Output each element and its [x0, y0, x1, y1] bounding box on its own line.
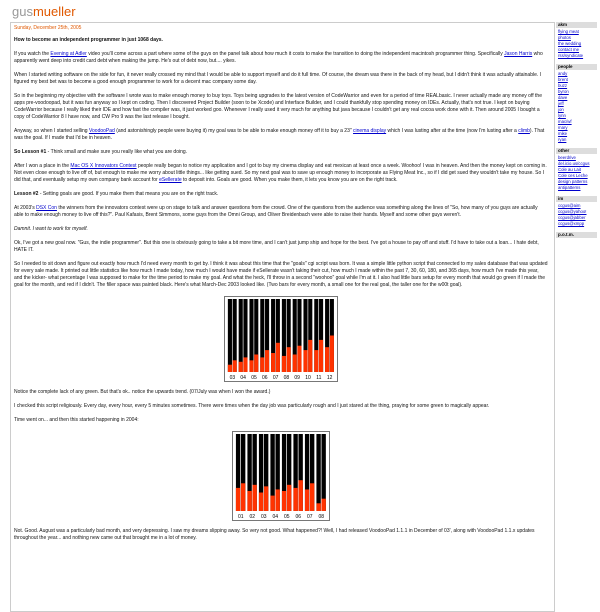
sidebar-link[interactable]: beerdrive: [558, 155, 576, 160]
bar: [305, 489, 309, 511]
bar: [249, 360, 253, 372]
main-content: [10, 22, 555, 612]
bar: [270, 496, 274, 511]
sidebar-link[interactable]: dave: [558, 95, 568, 100]
sidebar-link[interactable]: jon: [558, 107, 564, 112]
sidebar-link[interactable]: antipatterns: [558, 185, 581, 190]
sidebar-section-title: im: [556, 196, 597, 202]
sidebar-link[interactable]: brent: [558, 77, 568, 82]
bar: [264, 486, 268, 511]
sidebar: [556, 22, 597, 242]
paragraph: So in the beginning my objective with the software I wrote was to make enough money to buy toys. Toys being upgrades to the latest version of CodeWarrior and even for a period of time REALbasic. I never actually made any money off the apps pre-voodoopad, but it was fun anyway so I kept on coding. Then I discovered Project Builder (soon to be Xcode) and Interface Builder, and I could thankfully stop spending money on IDEs. Actually, that's not true. I kept on buying CodeWarrior because I really liked their IDE and how fast the compiler was, it just worked goo. Whenever I really used it very much for anything but java because I couldn't get any real cocoa work done with it. Then around 2005 I bought a copy of CodeWarrior 8 I have now, and CW Pro 9 was the last release I bought.: [14, 93, 542, 120]
bar: [276, 343, 280, 372]
site-title-second: mueller: [32, 4, 76, 19]
sidebar-link[interactable]: ccgus@aim: [558, 203, 581, 208]
bar: [287, 347, 291, 372]
post-title: How to become an independent programmer in just 1068 days.: [14, 37, 163, 43]
bar: [287, 485, 291, 511]
sidebar-link[interactable]: del.icio.us/ccgus: [558, 161, 590, 166]
sidebar-item: [558, 137, 595, 143]
bar-filler: [316, 434, 320, 511]
paragraph: If you watch the Evening at Adler video you'll come across a part where some of the guys on the panel talk about how much it costs to make the transition to doing the independent macintosh programmer thing. Specifically Jason Harris who apparently went deep into credit card debt when making the jump. He's out of debt now, but.... yikes.: [14, 51, 543, 64]
sidebar-section: [556, 232, 597, 238]
goals-chart-2003-svg: [225, 297, 337, 381]
tick-label: 05: [251, 375, 257, 381]
bar: [241, 483, 245, 511]
goals-chart-2004-svg: [233, 432, 329, 520]
sidebar-link[interactable]: mac/wf: [558, 119, 572, 124]
link-esellerate[interactable]: eSellerate: [159, 177, 182, 183]
paragraph: Ok, I've got a new goal now. "Gus, the indie programmer". But this one is obviously going to take a bit more time, and I can't just jump ship and hope for the best. I've got a house to pay off and stuff. I'd have to take out a loan... I hate debt, HATE IT.: [14, 240, 539, 253]
sidebar-section: [556, 148, 597, 192]
bar-filler: [228, 299, 232, 372]
bar: [325, 347, 329, 372]
bar: [297, 346, 301, 372]
bar: [260, 357, 264, 372]
sidebar-section-title: akm: [556, 22, 597, 28]
sidebar-link[interactable]: rss/syndicate: [558, 53, 584, 58]
sidebar-link[interactable]: the wedding: [558, 41, 582, 46]
sidebar-link[interactable]: Cole ces Leche: [558, 173, 588, 178]
paragraph: Not. Good. August was a particularly bad month, and very depressing. I saw my dreams slipping away. So very not good. What happened?! Well, I had released VoodooPad 1.1.1 in December of 03', along with VoodooPad 1.1.x updates throughout the year... and nothing new came out that brought me in a lot of money.: [14, 528, 535, 541]
bar: [239, 362, 243, 372]
sidebar-item: [558, 185, 595, 191]
bar: [275, 489, 279, 511]
sidebar-link[interactable]: ryan: [558, 137, 567, 142]
bar: [319, 340, 323, 372]
bar: [252, 485, 256, 511]
bar: [316, 503, 320, 511]
link-voodoopad[interactable]: VoodooPad: [88, 128, 115, 134]
site-title-first: gus: [12, 4, 33, 19]
tick-label: 03: [260, 514, 267, 520]
bar: [314, 350, 318, 372]
lesson-heading: So Lesson #1: [14, 149, 47, 155]
sidebar-link[interactable]: contact me: [558, 47, 580, 52]
bar: [228, 365, 232, 372]
bar-filler: [239, 299, 243, 372]
sidebar-section-title: people: [556, 64, 597, 70]
tick-label: 08: [318, 514, 325, 520]
sidebar-link[interactable]: photos: [558, 35, 571, 40]
lesson-heading: Lesson #2: [14, 191, 39, 197]
bar: [247, 491, 251, 511]
tick-label: 01: [237, 514, 244, 520]
bar: [293, 488, 297, 511]
sidebar-link[interactable]: jeff: [558, 101, 564, 106]
bar: [282, 491, 286, 511]
paragraph: When I started writing software on the side for fun, it never really crossed my mind that I would be able to support myself and do it full time. Of course, the dream was there in the back of my head, but I didn't think it was actually attainable. I figured my best bet was to become a good enough programmer to work for a decent mac company some day.: [14, 72, 542, 85]
tick-label: 04: [240, 375, 246, 381]
sidebar-section-title: other: [556, 148, 597, 154]
paragraph: I checked this script religiously. Every day, every hour, every 5 minutes sometimes. There were times when the day job was particularly rough and I just stared at the thing, praying for some green to magically appear.: [14, 403, 490, 409]
bar: [321, 499, 325, 511]
sidebar-link[interactable]: Cole au Lait: [558, 167, 581, 172]
bar: [265, 350, 269, 372]
sidebar-item: [558, 53, 595, 59]
tick-label: 03: [229, 375, 236, 381]
link-cinema-display[interactable]: cinema display: [353, 128, 387, 134]
tick-label: 06: [262, 375, 268, 381]
tick-label: 07: [272, 375, 279, 381]
link-innovators-contest[interactable]: Mac OS X Innovators Contest: [70, 163, 137, 169]
sidebar-link[interactable]: flying meat: [558, 29, 579, 34]
sidebar-item: [558, 221, 595, 227]
post-date: Sunday, December 25th, 2005: [11, 23, 554, 33]
sidebar-link[interactable]: design patterns: [558, 179, 588, 184]
paragraph: Anyway, so when I started selling VoodooPad (and astonishingly people were buying it) my goal was to be able to make enough money off it to buy a 23" cinema display which I was lusting after at the time (now I'm lusting after a climb). That was the goal. If I made that I'd be in heaven.: [14, 128, 545, 141]
bar: [293, 354, 297, 372]
sidebar-link[interactable]: ccgus@xmpp: [558, 221, 585, 226]
sidebar-section-title: p.o.t.m.: [556, 232, 597, 238]
bar: [254, 354, 258, 372]
site-title: [12, 4, 76, 20]
paragraph: Damnit. I want to work for myself.: [14, 226, 88, 232]
bar: [236, 488, 240, 511]
tick-label: 07: [306, 514, 313, 520]
post-body: [11, 33, 551, 542]
lesson-2: Lesson #2 - Setting goals are good. If you make them that means you are on the right track.: [14, 191, 219, 197]
goals-chart-2003: [224, 296, 338, 382]
lesson-1: So Lesson #1 - Think small and make sure you really like what you are doing.: [14, 149, 188, 155]
tick-label: 05: [283, 514, 290, 520]
bar: [282, 356, 286, 372]
sidebar-section: [556, 64, 597, 144]
sidebar-link[interactable]: andy: [558, 71, 568, 76]
tick-label: 09: [294, 375, 300, 381]
tick-label: 12: [326, 375, 333, 381]
bar: [298, 480, 302, 511]
link-climb[interactable]: climb: [518, 128, 530, 134]
bar: [303, 350, 307, 372]
paragraph: At 2003's DSX Con the winners from the innovators contest were up on stage to talk and answer questions from the crowd. One of the questions from the audience was something along the lines of "So, how many of you guys are actually able to make enough money to live off this?". Paul Kafasis, Brent Simmons, some guys from the Omni Group, and Oliver Breidenbach were able to raise their hands. Myself and some other guys weren't.: [14, 205, 538, 218]
sidebar-link[interactable]: ccgus@jabber: [558, 215, 586, 220]
tick-label: 02: [249, 514, 256, 520]
bar: [330, 336, 334, 373]
goals-chart-2004: [232, 431, 330, 521]
tick-label: 06: [295, 514, 302, 520]
sidebar-link[interactable]: ccgus@yahoo!: [558, 209, 587, 214]
tick-label: 11: [316, 375, 322, 381]
link-dsx-con[interactable]: DSX Con: [36, 205, 57, 211]
sidebar-link[interactable]: mary: [558, 125, 568, 130]
link-jason-harris[interactable]: Jason Harris: [504, 51, 533, 57]
bar: [243, 357, 247, 372]
paragraph: Time went on... and then this started happening in 2004:: [14, 417, 139, 423]
tick-label: 04: [272, 514, 279, 520]
sidebar-link[interactable]: lynn: [558, 113, 566, 118]
bar: [310, 483, 314, 511]
sidebar-section: [556, 22, 597, 60]
bar: [308, 340, 312, 372]
paragraph: After I won a place in the Mac OS X Innovators Contest people really began to notice my application and I got to buy my cinema display and eat mexican at least once a week. Woohoo! I was in heaven. And then the money kept on coming in. Not even close enough to live off of, but enough to make me worry about little things... like getting sued. So my next goal was to save up enough money to incorporate as Flying Meat Inc., so if I did get sued they wouldn't take my house. So I did that, and eventually setup my own company bank account for eSellerate to deposit into. Goals are good. When you make them, it lets you know you are on the right track.: [14, 163, 547, 183]
link-evening-at-adler[interactable]: Evening at Adler: [50, 51, 87, 57]
sidebar-link[interactable]: mike: [558, 131, 568, 136]
tick-label: 08: [283, 375, 290, 381]
sidebar-link[interactable]: byron: [558, 89, 569, 94]
paragraph: Notice the complete lack of any green. But that's ok.. notice the upwards trend. (07/July was when I won the award.): [14, 389, 271, 395]
bar: [271, 353, 275, 372]
bar: [259, 493, 263, 511]
bar: [233, 360, 237, 372]
paragraph: So I needed to sit down and figure out exactly how much I'd need every month to get by. I think it was about this time that the "goals" cgi script was born. It was a simple little python script that connected to my sales database that was updated for every sale made. It printed out little statistics like how much I made today, how much I would have made if eSellerate wasn't taking their cut, how much I made within the past 7, 30, 60, 180, and 365 days, how much I've made this year, and the kicker- what percentage I was supposed to make for the time period to make my goal. And what the heck, I'll throw in a second "woohoo" goal while I'm at it. I also had little bars setup for every month that would go green if I made the goal for the month, and red if I didn't. The filler space was painted black. Here's what March-Dec 2003 looked like. (Two bars for every month, a small one for the real goal, the taller one for the w00t goal).: [14, 261, 548, 288]
tick-label: 10: [305, 375, 311, 381]
sidebar-link[interactable]: buzz: [558, 83, 568, 88]
sidebar-section: [556, 196, 597, 228]
